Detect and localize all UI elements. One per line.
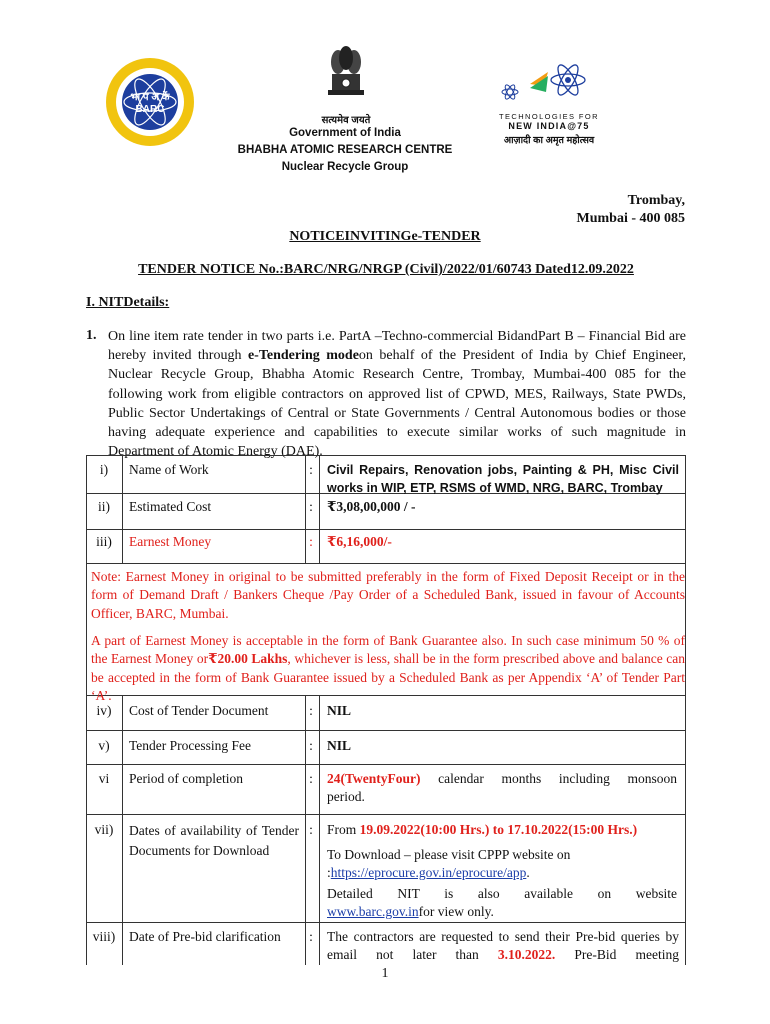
row-label: Name of Work [129,462,209,477]
paragraph-number: 1. [86,328,97,343]
row-colon: : [309,499,313,514]
cppp-link[interactable]: https://eprocure.gov.in/eprocure/app [330,864,527,880]
row-number: v) [98,738,110,753]
note-paragraph-2 [91,632,685,705]
availability-prefix: From [327,822,360,837]
completion-period-value [327,770,677,805]
pre-bid-clarification-value [327,928,679,963]
pre-bid-text-b: Pre-Bid meeting [555,946,680,962]
download-end: . [526,864,530,880]
row-number: iii) [96,534,112,549]
tender-notice-number: TENDER NOTICE No.:BARC/NRG/NRGP (Civil)/2022/01/60743 Dated12.09.2022 [138,262,634,277]
row-label: Period of completion [129,771,243,786]
row-number: viii) [92,929,116,944]
completion-period-months: 24(TwentyFour) [327,771,421,786]
estimated-cost-value: ₹3,08,00,000 / - [327,499,416,514]
row-colon: : [309,738,313,753]
download-instruction [327,846,627,881]
row-number: vii) [94,822,114,837]
row-number: i) [99,462,109,477]
detailed-nit-link-line [327,903,679,921]
paragraph-body [108,327,686,461]
government-line: Government of India [289,127,401,139]
note-text-b: , whichever is less, shall be in the form prescribed above and balance can be accepted in the form of Bank Guarantee issued by a Scheduled Bank as per Appendix ‘A’ of Tender Part ‘A’. [91,651,685,703]
address-line-1: Trombay, [627,193,685,208]
new-india-75-logo [494,52,604,152]
completion-period-text: calendar months including monsoon period. [327,771,677,804]
row-label: Tender Processing Fee [129,738,252,753]
download-text: To Download – please visit CPPP website on : [327,847,571,880]
row-number: vi [98,771,110,786]
row-label: Cost of Tender Document [129,703,269,718]
name-of-work-value: Civil Repairs, Renovation jobs, Painting & PH, Misc Civil works in WIP, ETP, RSMS of WMD, NRG, BARC, Trombay [327,463,679,495]
availability-dates-value [327,821,679,839]
availability-dates: 19.09.2022(10:00 Hrs.) to 17.10.2022(15:00 Hrs.) [359,822,638,837]
row-colon: : [309,771,313,786]
row-label: Estimated Cost [129,499,212,514]
svg-text:भा प अ कें: भा प अ कें [130,92,170,103]
tagline-hindi: आज़ादी का अमृत महोत्सव [503,135,595,146]
paragraph-emphasis: e-Tendering mode [247,348,359,364]
earnest-money-value: ₹6,16,000/- [327,534,392,549]
row-colon: : [309,462,313,477]
row-label: Earnest Money [129,534,212,549]
barc-website-link[interactable]: www.barc.gov.in [327,904,419,919]
barc-logo [104,56,196,148]
row-number: iv) [96,703,112,718]
group-line: Nuclear Recycle Group [281,161,409,173]
tagline-top: TECHNOLOGIES FOR [499,112,599,121]
tagline-bottom: NEW INDIA@75 [508,121,590,131]
row-label: Date of Pre-bid clarification [129,929,281,944]
paragraph-text-b: on behalf of the President of India by Chief Engineer, Nuclear Recycle Group, Bhabha Atomic Research Centre, Trombay, Mumbai-400 085 for the following work from eligible contractors on approved list of CPWD, MES, Railways, State PWDs, Public Sector Undertakings of Central or State Governments / Central Autonomous bodies or those having adequate experience and capabilities to execute similar works of such magnitude in Department of Atomic Energy (DAE). [108,348,686,460]
section-heading: I. NITDetails: [86,295,170,310]
note-paragraph-1: Note: Earnest Money in original to be submitted preferably in the form of Fixed Deposit Receipt or in the form of Demand Draft / Bankers Cheque /Pay Order of a Scheduled Bank, issued in favour of Accounts Officer, BARC, Mumbai. [91,569,685,621]
organisation-line: BHABHA ATOMIC RESEARCH CENTRE [237,144,453,156]
row-colon: : [309,822,313,837]
tender-document-cost-value: NIL [327,703,352,718]
pre-bid-date: 3.10.2022. [497,946,556,962]
note-emphasis: ₹20.00 Lakhs [208,651,288,667]
row-colon: : [309,703,313,718]
detailed-nit-text: Detailed NIT is also available on website [327,886,677,901]
detailed-nit-end: for view only. [418,904,494,919]
address-line-2: Mumbai - 400 085 [576,211,685,226]
pre-bid-text-a: The contractors are requested to send their Pre-bid queries by email not later than [327,929,679,962]
row-colon: : [309,534,313,549]
row-label: Dates of availability of Tender Documents for Download [129,823,299,858]
notice-title: NOTICEINVITINGe-TENDER [289,229,481,244]
row-number: ii) [98,499,110,514]
row-colon: : [309,929,313,944]
note-text-a: A part of Earnest Money is acceptable in the form of Bank Guarantee also. In such case minimum 50 % of the Earnest Money or [91,633,685,667]
processing-fee-value: NIL [327,738,352,753]
paragraph-text-a: On line item rate tender in two parts i.e. PartA –Techno-commercial BidandPart B – Financial Bid are hereby invited through [108,329,686,364]
svg-text:BARC: BARC [135,104,165,115]
national-emblem-icon [318,44,374,114]
emblem-motto: सत्यमेव जयते [321,115,371,126]
page-number: 1 [381,966,389,981]
